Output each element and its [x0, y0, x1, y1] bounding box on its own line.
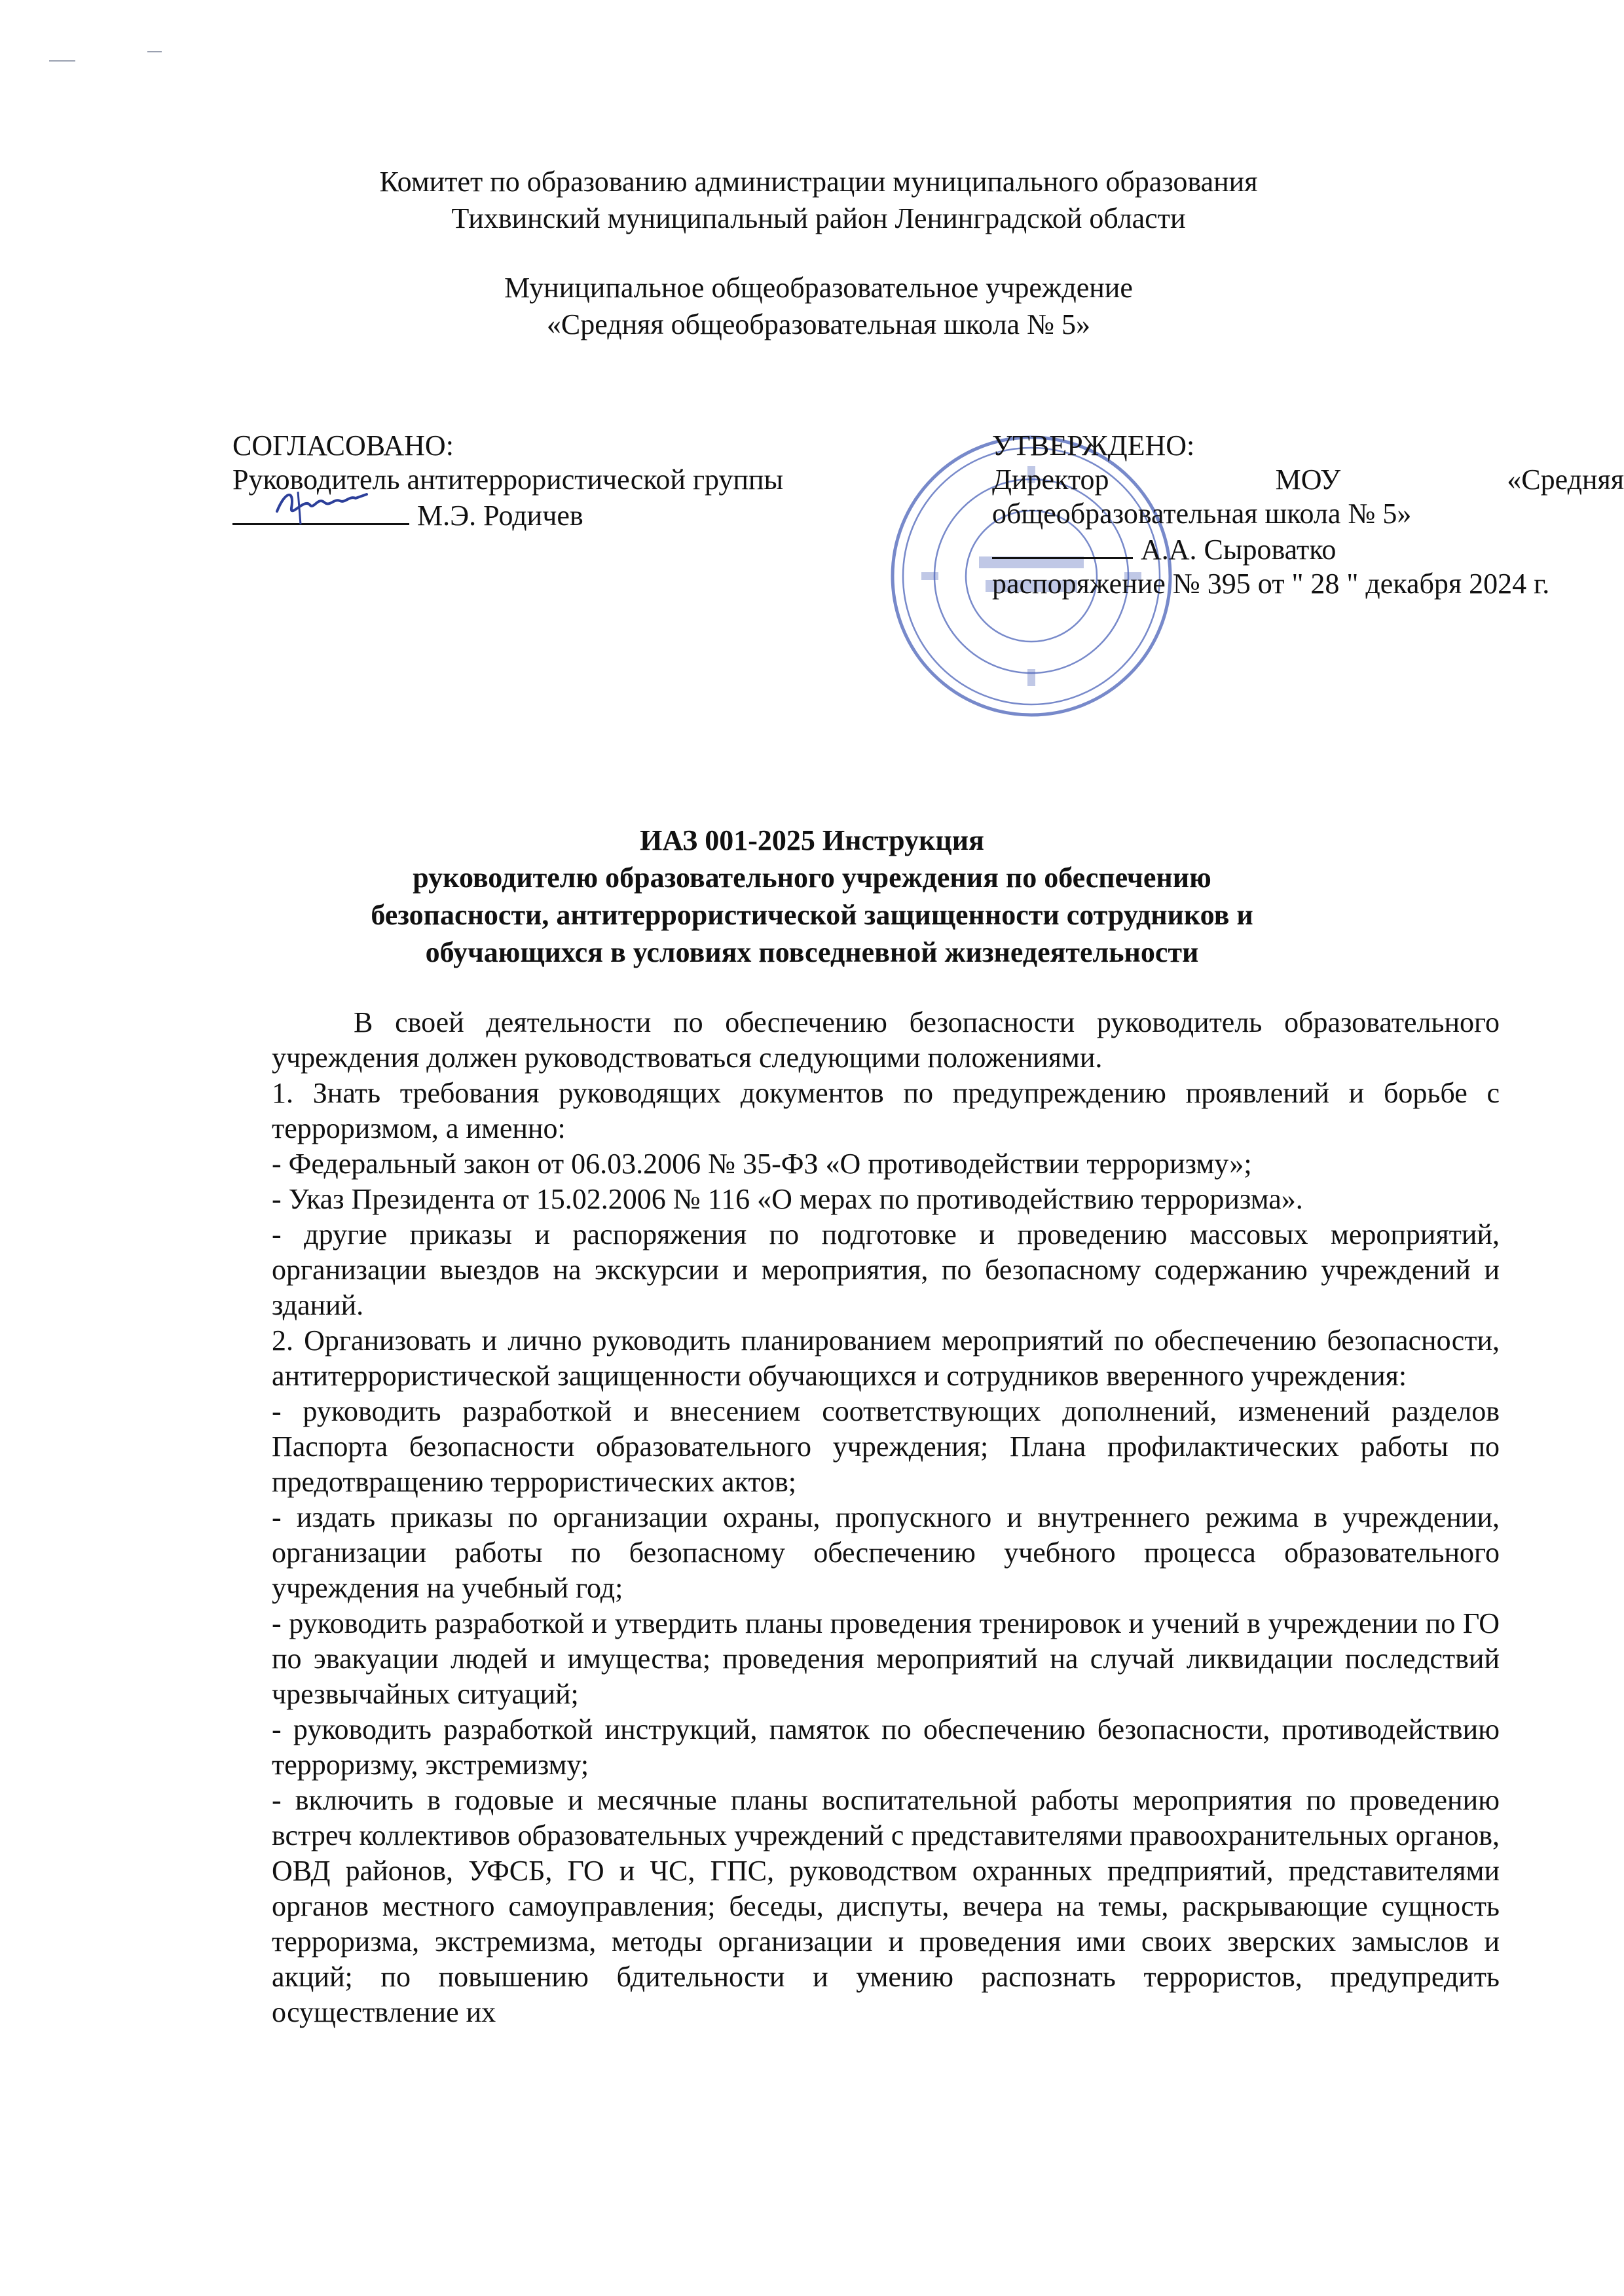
paragraph-1-item-c: - другие приказы и распоряжения по подготовке и проведению массовых мероприятий, организации выездов на экскурсии и мероприятия, по безопасному содержанию учреждений и зданий. — [272, 1218, 1500, 1321]
approved-name: А.А. Сыроватко — [1141, 534, 1337, 566]
paragraph-2-item-a: - руководить разработкой и внесением соответствующих дополнений, изменений разделов Паспорта безопасности образовательного учреждения; Плана профилактических работы по предотвращению террористических актов; — [272, 1395, 1500, 1498]
paragraph-2-item-b: - издать приказы по организации охраны, пропускного и внутреннего режима в учреждении, организации работы по безопасному обеспечению учебного процесса образовательного учреждения на учебный год; — [272, 1501, 1500, 1604]
approved-order: распоряжение № 395 от " 28 " декабря 2024 г. — [992, 568, 1550, 600]
paragraph-2-item-d: - руководить разработкой инструкций, памяток по обеспечению безопасности, противодействию терроризму, экстремизму; — [272, 1713, 1500, 1781]
instruction-body — [272, 1005, 1500, 2030]
signature-line — [232, 497, 409, 525]
approved-signature-row — [992, 531, 1624, 567]
school-line-2: «Средняя общеобразовательная школа № 5» — [546, 308, 1091, 340]
title-line-4: обучающихся в условиях повседневной жизнедеятельности — [425, 936, 1199, 968]
intro-paragraph: В своей деятельности по обеспечению безопасности руководитель образовательного учреждения должен руководствоваться следующими положениями. — [272, 1006, 1500, 1074]
document-title — [249, 822, 1375, 971]
scan-speck — [147, 51, 162, 52]
approved-position-word-1: Директор — [992, 464, 1109, 496]
approved-position-word-2: МОУ — [1275, 464, 1341, 496]
approval-block-agreed — [232, 429, 874, 533]
agreed-name: М.Э. Родичев — [417, 500, 583, 532]
paragraph-2-item-e: - включить в годовые и месячные планы воспитательной работы мероприятия по проведению встреч коллективов образовательных учреждений с представителями правоохранительных органов, ОВД районов, УФСБ, ГО и ЧС, ГПС, руководством охранных предприятий, представителями органов местного самоуправления; беседы, диспуты, вечера на темы, раскрывающие сущность терроризма, экстремизма, методы организации и проведения ими своих зверских замыслов и акций; по повышению бдительности и умению распознать террористов, предупредить осуществление их — [272, 1784, 1500, 2028]
approval-block-approved — [992, 429, 1624, 601]
agreed-position: Руководитель антитеррористической группы — [232, 464, 784, 496]
title-line-1: ИАЗ 001-2025 Инструкция — [640, 824, 984, 856]
title-line-3: безопасности, антитеррористической защищенности сотрудников и — [371, 899, 1253, 931]
paragraph-1-item-b: - Указ Президента от 15.02.2006 № 116 «О мерах по противодействию терроризма». — [272, 1183, 1303, 1215]
approved-title: УТВЕРЖДЕНО: — [992, 429, 1195, 462]
approved-position-row — [992, 463, 1624, 497]
committee-line-1: Комитет по образованию администрации муниципального образования — [379, 166, 1258, 198]
agreed-title: СОГЛАСОВАНО: — [232, 429, 454, 462]
paragraph-1: 1. Знать требования руководящих документов по предупреждению проявлений и борьбе с терроризмом, а именно: — [272, 1077, 1500, 1144]
paragraph-2-item-c: - руководить разработкой и утвердить планы проведения тренировок и учений в учреждении по ГО по эвакуации людей и имущества; проведения мероприятий на случай ликвидации последствий чрезвычайных ситуаций; — [272, 1607, 1500, 1710]
paragraph-1-item-a: - Федеральный закон от 06.03.2006 № 35-ФЗ «О противодействии терроризму»; — [272, 1148, 1252, 1180]
approved-position-line-2: общеобразовательная школа № 5» — [992, 498, 1412, 530]
school-header — [262, 270, 1375, 343]
committee-header — [262, 164, 1375, 237]
approved-position-word-3: «Средняя — [1507, 464, 1624, 496]
paragraph-2: 2. Организовать и лично руководить планированием мероприятий по обеспечению безопасности, антитеррористической защищенности обучающихся и сотрудников вверенного учреждения: — [272, 1324, 1500, 1392]
signature-line — [992, 531, 1133, 559]
handwritten-signature-icon — [272, 479, 370, 531]
school-line-1: Муниципальное общеобразовательное учреждение — [504, 272, 1133, 304]
title-line-2: руководителю образовательного учреждения по обеспечению — [413, 862, 1211, 894]
committee-line-2: Тихвинский муниципальный район Ленинградской области — [451, 202, 1186, 234]
agreed-signature-row — [232, 497, 874, 533]
scan-speck — [49, 60, 75, 62]
